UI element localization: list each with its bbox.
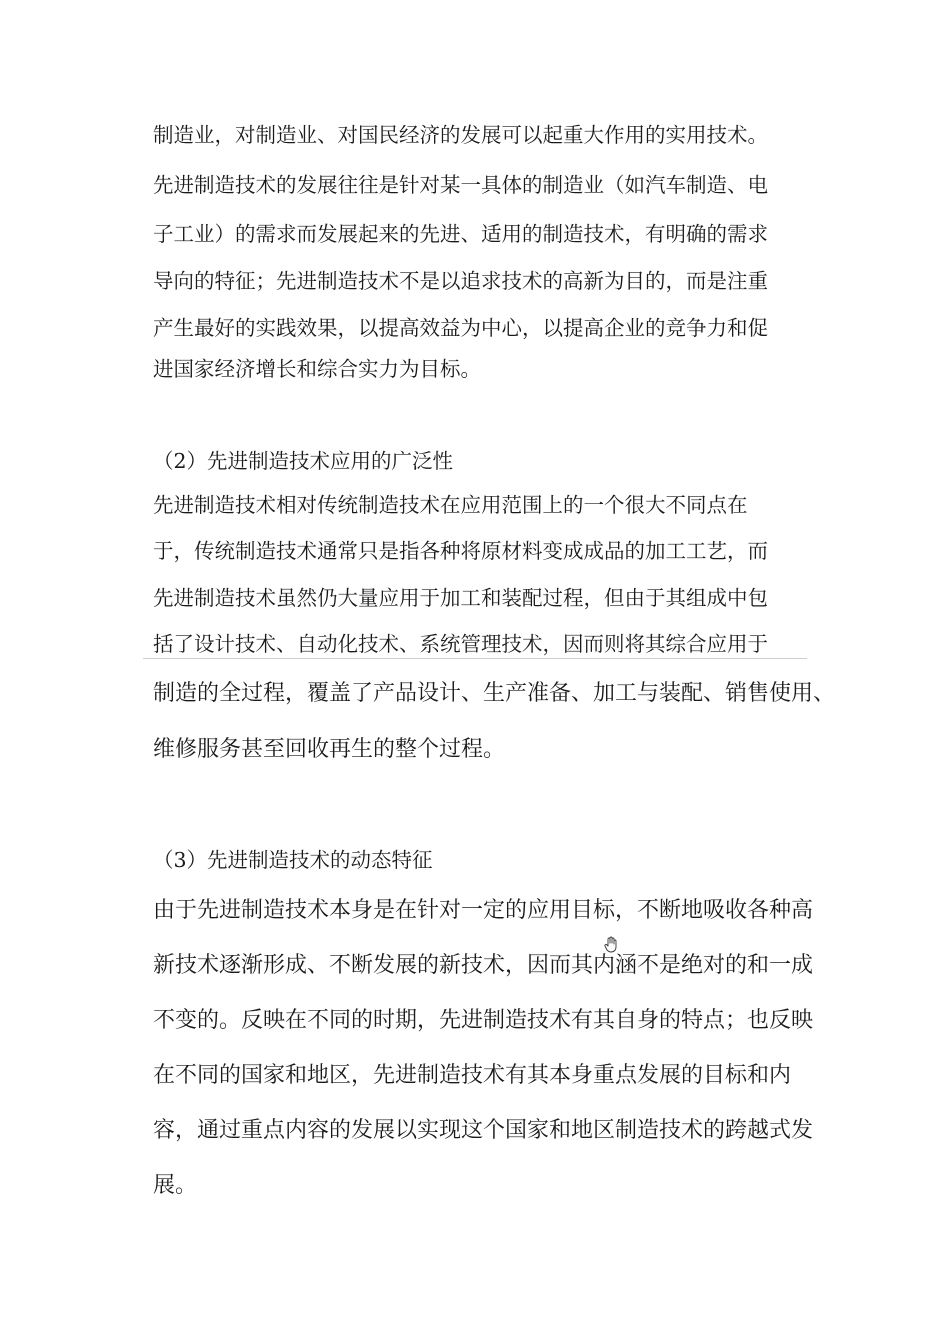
section-heading: （3）先进制造技术的动态特征: [153, 848, 433, 872]
paragraph-line: 由于先进制造技术本身是在针对一定的应用目标，不断地吸收各种高: [153, 898, 814, 923]
paragraph-line: 制造业，对制造业、对国民经济的发展可以起重大作用的实用技术。: [153, 123, 768, 147]
paragraph-line: 先进制造技术虽然仍大量应用于加工和装配过程，但由于其组成中包: [153, 586, 768, 610]
paragraph-line: 在不同的国家和地区，先进制造技术有其本身重点发展的目标和内: [153, 1063, 792, 1088]
paragraph-line: 新技术逐渐形成、不断发展的新技术，因而其内涵不是绝对的和一成: [153, 953, 814, 978]
paragraph-line: 括了设计技术、自动化技术、系统管理技术，因而则将其综合应用于: [153, 632, 768, 656]
paragraph-line: 进国家经济增长和综合实力为目标。: [153, 357, 481, 381]
paragraph-line: 先进制造技术相对传统制造技术在应用范围上的一个很大不同点在: [153, 493, 748, 517]
paragraph-line: 容，通过重点内容的发展以实现这个国家和地区制造技术的跨越式发: [153, 1118, 814, 1143]
paragraph-line: 维修服务甚至回收再生的整个过程。: [153, 737, 506, 762]
paragraph-line: 产生最好的实践效果，以提高效益为中心，以提高企业的竞争力和促: [153, 316, 768, 340]
paragraph-line: 导向的特征；先进制造技术不是以追求技术的高新为目的，而是注重: [153, 269, 768, 293]
paragraph-line: 于，传统制造技术通常只是指各种将原材料变成成品的加工工艺，而: [153, 539, 768, 563]
page-divider: [143, 658, 807, 659]
paragraph-line: 先进制造技术的发展往往是针对某一具体的制造业（如汽车制造、电: [153, 173, 768, 197]
section-heading: （2）先进制造技术应用的广泛性: [153, 449, 454, 473]
paragraph-line: 制造的全过程，覆盖了产品设计、生产准备、加工与装配、销售使用、: [153, 681, 836, 706]
hand-pointer-icon: [603, 936, 619, 954]
paragraph-line: 展。: [153, 1173, 198, 1198]
paragraph-line: 子工业）的需求而发展起来的先进、适用的制造技术，有明确的需求: [153, 222, 768, 246]
paragraph-line: 不变的。反映在不同的时期，先进制造技术有其自身的特点；也反映: [153, 1008, 814, 1033]
